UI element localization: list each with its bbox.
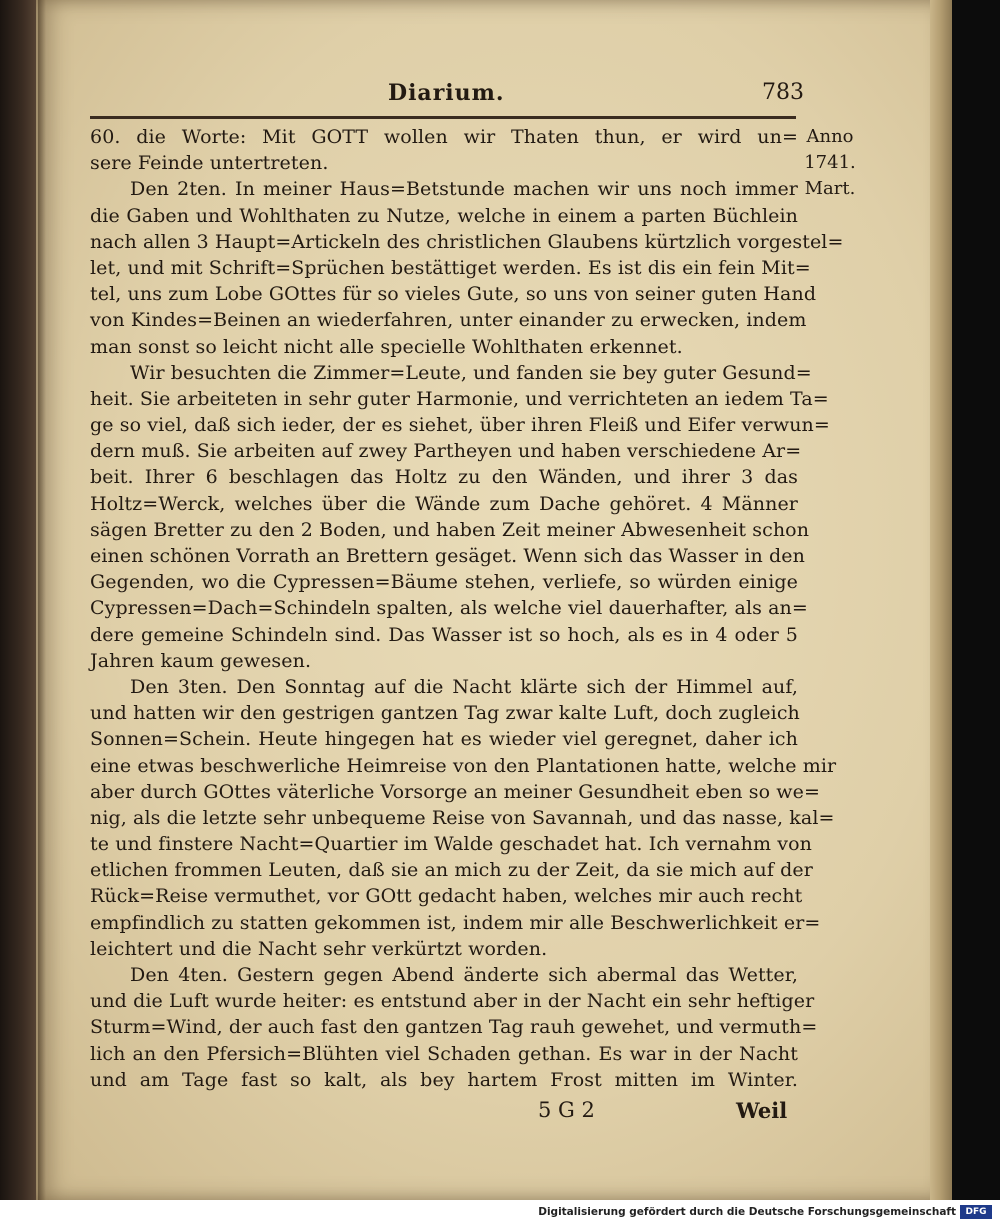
text-line: nig, als die letzte sehr unbequeme Reise von Savannah, und das nasse, kal= — [90, 806, 835, 829]
text-line: einen schönen Vorrath an Brettern gesäget. Wenn sich das Wasser in den — [90, 545, 805, 567]
text-line: sere Feinde untertreten. — [90, 152, 329, 175]
text-line: Holtz=Werck, welches über die Wände zum Dache gehöret. 4 Männer — [90, 492, 798, 515]
margin-date-note — [800, 124, 860, 202]
text-line: etlichen frommen Leuten, daß sie an mich zu der Zeit, da sie mich auf der — [90, 859, 813, 882]
digitization-credit: Digitalisierung gefördert durch die Deutsche Forschungsgemeinschaft — [538, 1206, 956, 1218]
text-line: tel, uns zum Lobe GOttes für so vieles Gute, so uns von seiner guten Hand — [90, 283, 817, 306]
text-line: lich an den Pfersich=Blühten viel Schaden gethan. Es war in der Nacht — [90, 1042, 798, 1065]
text-line: Sonnen=Schein. Heute hingegen hat es wieder viel geregnet, daher ich — [90, 728, 798, 751]
text-line: man sonst so leicht nicht alle specielle Wohlthaten erkennet. — [90, 335, 683, 358]
text-line: leichtert und die Nacht sehr verkürtzt worden. — [90, 937, 548, 960]
text-line: Wir besuchten die Zimmer=Leute, und fanden sie bey guter Gesund= — [130, 361, 812, 384]
text-line: dern muß. Sie arbeiten auf zwey Partheyen und haben verschiedene Ar= — [90, 440, 802, 463]
text-line: ge so viel, daß sich ieder, der es siehet, über ihren Fleiß und Eifer verwun= — [90, 414, 830, 437]
page-stack-edge — [930, 0, 952, 1200]
text-line: te und finstere Nacht=Quartier im Walde geschadet hat. Ich vernahm von — [90, 833, 812, 856]
text-line: nach allen 3 Haupt=Artickeln des christlichen Glaubens kürtzlich vorgestel= — [90, 230, 844, 253]
text-line: Den 3ten. Den Sonntag auf die Nacht klärte sich der Himmel auf, — [130, 675, 798, 698]
book-cover-edge — [0, 0, 38, 1200]
running-head: Diarium. — [388, 80, 505, 106]
margin-note-month: Mart. — [804, 178, 856, 199]
header-rule — [90, 116, 796, 119]
text-line: 60. die Worte: Mit GOTT wollen wir Thaten thun, er wird un= — [90, 126, 798, 148]
text-line: sägen Bretter zu den 2 Boden, und haben Zeit meiner Abwesenheit schon — [90, 518, 810, 541]
text-line: heit. Sie arbeiteten in sehr guter Harmonie, und verrichteten an iedem Ta= — [90, 387, 829, 410]
text-line: und hatten wir den gestrigen gantzen Tag zwar kalte Luft, doch zugleich — [90, 702, 800, 725]
text-line: die Gaben und Wohlthaten zu Nutze, welche in einem a parten Büchlein — [90, 204, 798, 227]
text-line: Rück=Reise vermuthet, vor GOtt gedacht haben, welches mir auch recht — [90, 885, 803, 908]
text-line: Gegenden, wo die Cypressen=Bäume stehen, verliefe, so würden einige — [90, 571, 798, 594]
page-number: 783 — [762, 80, 804, 105]
dfg-logo-icon: DFG — [960, 1205, 992, 1219]
text-line: Jahren kaum gewesen. — [90, 649, 312, 672]
text-line: dere gemeine Schindeln sind. Das Wasser ist so hoch, als es in 4 oder 5 — [90, 623, 798, 646]
text-line: Sturm=Wind, der auch fast den gantzen Tag rauh gewehet, und vermuth= — [90, 1016, 818, 1039]
text-line: Den 4ten. Gestern gegen Abend änderte sich abermal das Wetter, — [130, 964, 798, 986]
text-line: beit. Ihrer 6 beschlagen das Holtz zu den Wänden, und ihrer 3 das — [90, 466, 798, 489]
catchword: Weil — [736, 1098, 788, 1123]
text-line: von Kindes=Beinen an wiederfahren, unter einander zu erwecken, indem — [90, 309, 807, 332]
text-line: eine etwas beschwerliche Heimreise von den Plantationen hatte, welche mir — [90, 754, 837, 777]
text-line: aber durch GOttes väterliche Vorsorge an meiner Gesundheit eben so we= — [90, 780, 821, 803]
signature-mark: 5 G 2 — [538, 1098, 595, 1122]
page-gutter-shadow — [38, 0, 46, 1200]
margin-note-year: 1741. — [804, 152, 856, 173]
text-line: und die Luft wurde heiter: es entstund aber in der Nacht ein sehr heftiger — [90, 990, 815, 1013]
text-line: und am Tage fast so kalt, als bey hartem Frost mitten im Winter. — [90, 1068, 798, 1091]
text-line: Cypressen=Dach=Schindeln spalten, als welche viel dauerhafter, als an= — [90, 597, 808, 620]
text-line: empfindlich zu statten gekommen ist, indem mir alle Beschwerlichkeit er= — [90, 911, 821, 934]
text-line: let, und mit Schrift=Sprüchen bestättiget werden. Es ist dis ein fein Mit= — [90, 256, 811, 279]
margin-note-year-label: Anno — [806, 126, 854, 147]
text-line: Den 2ten. In meiner Haus=Betstunde machen wir uns noch immer — [130, 178, 798, 201]
